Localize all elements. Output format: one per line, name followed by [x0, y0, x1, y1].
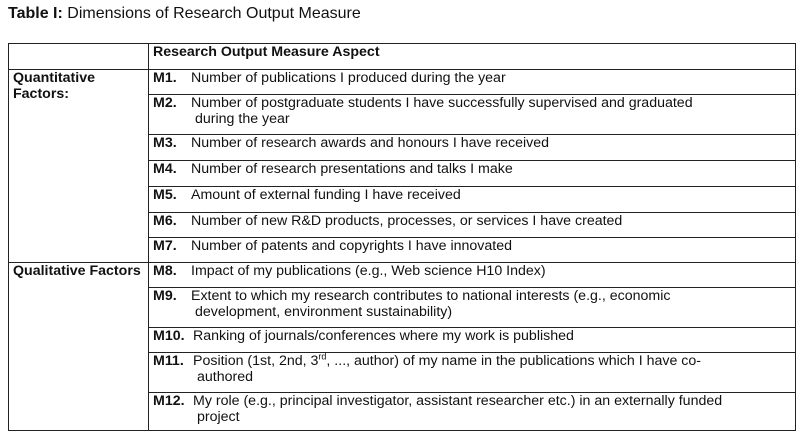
measure-cell — [149, 213, 796, 238]
measure-cell — [149, 238, 796, 263]
measure-code: M9. — [153, 288, 177, 304]
caption-label: Table I: — [8, 5, 63, 22]
measure-code: M10. — [153, 328, 185, 344]
measure-cell — [149, 353, 796, 393]
factor-label-quantitative: Quantitative Factors: — [9, 70, 149, 263]
measure-cell — [149, 393, 796, 431]
header-empty-cell — [9, 44, 149, 70]
measure-code: M2. — [153, 95, 177, 111]
measure-text-continued: authored — [197, 369, 254, 385]
factor-label-qualitative: Qualitative Factors — [9, 263, 149, 431]
measure-text-continued: project — [197, 409, 240, 425]
measure-text: Amount of external funding I have received — [191, 187, 461, 203]
caption-title: Dimensions of Research Output Measure — [62, 5, 361, 22]
measure-text-continued: during the year — [195, 111, 290, 127]
measure-cell — [149, 187, 796, 213]
research-output-table — [8, 43, 796, 431]
measure-text: Number of postgraduate students I have successfully supervised and graduated — [191, 95, 693, 111]
measure-text-continued: development, environment sustainability) — [195, 304, 453, 320]
measure-text: Number of research presentations and talks I make — [191, 161, 513, 177]
measure-code: M7. — [153, 238, 177, 254]
column-header: Research Output Measure Aspect — [149, 44, 796, 70]
measure-code: M12. — [153, 393, 185, 409]
table-row — [9, 263, 796, 288]
measure-text: Number of new R&D products, processes, or services I have created — [191, 213, 623, 229]
measure-code: M8. — [153, 263, 177, 279]
measure-cell — [149, 288, 796, 328]
measure-text: Number of research awards and honours I have received — [191, 135, 550, 151]
table-caption — [8, 4, 361, 24]
measure-code: M1. — [153, 70, 177, 86]
measure-text: Impact of my publications (e.g., Web science H10 Index) — [191, 263, 546, 279]
ordinal-superscript: rd — [318, 351, 327, 362]
measure-cell — [149, 135, 796, 161]
table-row — [9, 70, 796, 95]
measure-code: M6. — [153, 213, 177, 229]
measure-text: Ranking of journals/conferences where my work is published — [193, 328, 574, 344]
measure-code: M11. — [153, 353, 184, 369]
measure-code: M5. — [153, 187, 177, 203]
measure-text: Number of patents and copyrights I have innovated — [191, 238, 512, 254]
table-header-row — [9, 44, 796, 70]
measure-cell — [149, 263, 796, 288]
measure-cell — [149, 95, 796, 135]
measure-text-part: Position (1st, 2nd, 3 — [193, 353, 319, 369]
measure-cell — [149, 328, 796, 353]
measure-text: Number of publications I produced during the year — [191, 70, 506, 86]
measure-text-part: , ..., author) of my name in the publications which I have co- — [326, 353, 701, 369]
measure-text: My role (e.g., principal investigator, assistant researcher etc.) in an externally funded — [193, 393, 723, 409]
measure-code: M3. — [153, 135, 177, 151]
measure-code: M4. — [153, 161, 177, 177]
measure-cell — [149, 161, 796, 187]
measure-text: Extent to which my research contributes to national interests (e.g., economic — [191, 288, 671, 304]
measure-cell — [149, 70, 796, 95]
